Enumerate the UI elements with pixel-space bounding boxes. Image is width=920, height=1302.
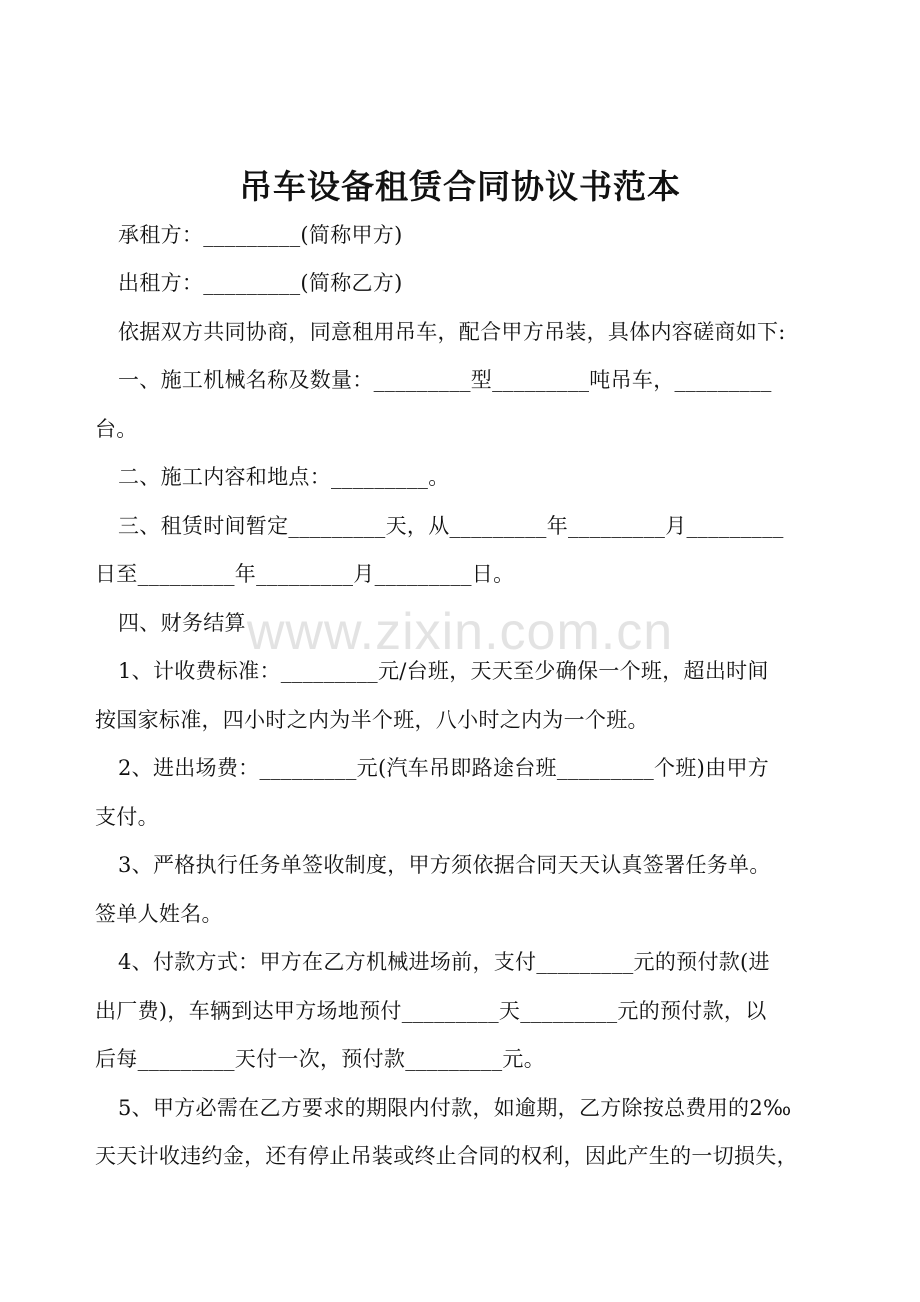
item-2-line-2: 支付。 <box>95 805 159 829</box>
item-4-line-3: 后每_________天付一次，预付款_________元。 <box>95 1047 545 1071</box>
item-1-line-1: 1、计收费标准：_________元/台班，天天至少确保一个班，超出时间 <box>118 659 769 683</box>
clause-3-line-1: 三、租赁时间暂定_________天，从_________年_________月_________ <box>118 514 784 538</box>
item-4-line-2: 出厂费)，车辆到达甲方场地预付_________天_________元的预付款，以 <box>95 999 767 1023</box>
intro-paragraph: 依据双方共同协商，同意租用吊车，配合甲方吊装，具体内容磋商如下: <box>118 320 786 344</box>
clause-2-line: 二、施工内容和地点：_________。 <box>118 465 450 489</box>
item-3-line-2: 签单人姓名。 <box>95 902 223 926</box>
item-5-line-1: 5、甲方必需在乙方要求的期限内付款，如逾期，乙方除按总费用的2‰ <box>118 1096 792 1120</box>
lessee-line: 承租方：_________(简称甲方) <box>118 223 403 247</box>
item-2-line-1: 2、进出场费：_________元(汽车吊即路途台班_________个班)由甲方 <box>118 756 770 780</box>
watermark: www.zixin.com.cn <box>246 603 674 661</box>
clause-1-line-2: 台。 <box>95 417 138 441</box>
document-title: 吊车设备租赁合同协议书范本 <box>239 167 681 206</box>
item-4-line-1: 4、付款方式：甲方在乙方机械进场前，支付_________元的预付款(进 <box>118 950 770 974</box>
clause-1-line-1: 一、施工机械名称及数量：_________型_________吨吊车，_________ <box>118 368 772 392</box>
lessor-line: 出租方：_________(简称乙方) <box>118 271 403 295</box>
clause-4-heading: 四、财务结算 <box>118 611 246 635</box>
item-1-line-2: 按国家标准，四小时之内为半个班，八小时之内为一个班。 <box>95 708 649 732</box>
item-5-line-2: 天天计收违约金，还有停止吊装或终止合同的权利，因此产生的一切损失， <box>95 1144 798 1168</box>
item-3-line-1: 3、严格执行任务单签收制度，甲方须依据合同天天认真签署任务单。 <box>118 853 771 877</box>
clause-3-line-2: 日至_________年_________月_________日。 <box>95 562 515 586</box>
